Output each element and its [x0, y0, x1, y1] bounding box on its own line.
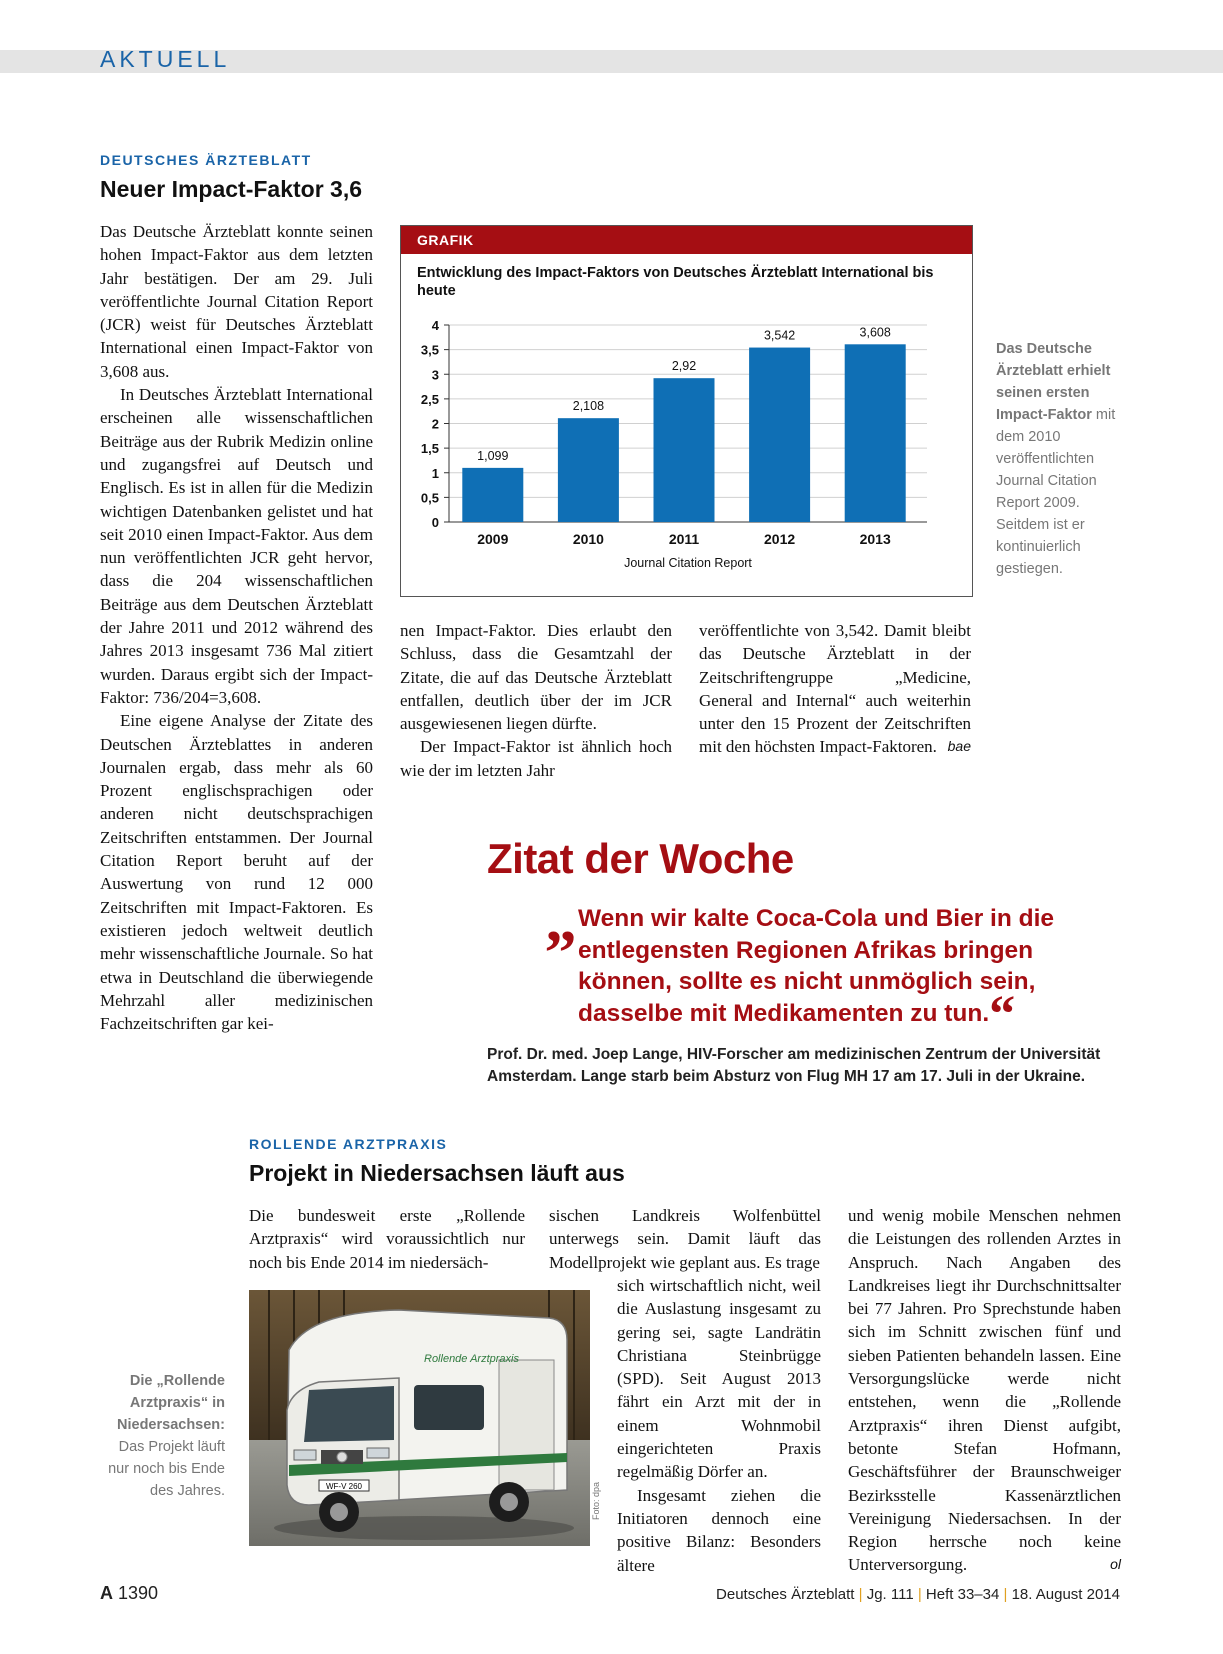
y-tick-label: 2: [431, 416, 439, 432]
chart-plot: [401, 226, 972, 596]
van-label: Rollende Arztpraxis: [424, 1353, 519, 1365]
footer-date: 18. August 2014: [1011, 1586, 1120, 1603]
article2-column-2-top: [549, 1204, 821, 1274]
page-number-value: 1390: [118, 1583, 159, 1603]
footer-separator: |: [858, 1586, 863, 1603]
article2-author: ol: [1110, 1556, 1121, 1573]
footer-separator: |: [917, 1586, 922, 1603]
bar-value-label: 1,099: [477, 448, 509, 463]
article2-paragraph: sich wirtschaftlich nicht, weil die Auslastung insgesamt zu gering sei, sagte Landrätin Christiana Steinbrügge (SPD). Seit August 2013 fährt ein Arzt mit der in einem Wohnmobil eingerichteten Praxis regelmäßig Dörfer an.: [617, 1276, 821, 1482]
bar-value-label: 3,608: [859, 325, 891, 340]
quote-attribution: Prof. Dr. med. Joep Lange, HIV-Forscher am medizinischen Zentrum der Universität Amsterdam. Lange starb beim Absturz von Flug MH 17 am 17. Juli in der Ukraine.: [487, 1046, 1101, 1085]
article2-headline: Projekt in Niedersachsen läuft aus: [249, 1160, 625, 1186]
side-caption-text: mit dem 2010 veröffentlichten Journal Citation Report 2009. Seitdem ist er kontinuierlich gestiegen.: [996, 407, 1116, 577]
x-axis-label: Journal Citation Report: [624, 556, 752, 570]
x-tick-label: 2013: [859, 531, 891, 547]
y-tick-label: 4: [431, 318, 439, 333]
footer-issue-info: [716, 1586, 1120, 1603]
article2-col3-text: und wenig mobile Menschen nehmen die Leistungen des rollenden Arztes in Anspruch. Nach Angaben des Landkreises liegt ihr Durchschnittsalter bei 77 Jahren. Pro Sprechstunde haben sich im Schnitt zwischen fünf und sieben Patienten behandeln lassen. Eine Versorgungslücke werde nicht entstehen, wenn die „Rollende Arztpraxis“ ihren Dienst aufgibt, betonte Stefan Hofmann, Geschäftsführer der Braunschweiger Bezirksstelle Kassenärztlichen Vereinigung Niedersachsen. In der Region herrsche noch keine Unterversorgung.: [848, 1206, 1121, 1575]
article1-author: bae: [947, 738, 971, 755]
quote-text-block: [578, 903, 1098, 1043]
footer-journal: Deutsches Ärzteblatt: [716, 1586, 855, 1603]
article2-column-1: [249, 1204, 525, 1274]
photo-caption-bold: Die „Rollende Arztpraxis“ in Niedersachsen:: [117, 1373, 225, 1433]
y-tick-label: 3,5: [420, 342, 439, 358]
footer-issue: Heft 33–34: [925, 1586, 1000, 1603]
page-number: [100, 1583, 158, 1604]
photo-credit: Foto: dpa: [591, 1481, 601, 1520]
quote-text: Wenn wir kalte Coca-Cola und Bier in die entlegensten Regionen Afrikas bringen können, sollte es nicht unmöglich sein, dasselbe mit Medikamenten zu tun.: [578, 905, 1055, 1027]
article1-headline: Neuer Impact-Faktor 3,6: [100, 176, 363, 202]
footer-volume: Jg. 111: [866, 1586, 914, 1603]
article1-column-1: [100, 220, 373, 1035]
article2-column-3: [848, 1204, 1121, 1577]
article2-kicker: ROLLENDE ARZTPRAXIS: [249, 1136, 448, 1152]
article1-kicker: DEUTSCHES ÄRZTEBLATT: [100, 152, 312, 168]
article2-paragraph: sischen Landkreis Wolfenbüttel unterwegs sein. Damit läuft das Modellprojekt wie geplant aus. Es trage: [549, 1206, 821, 1272]
bar: [558, 418, 619, 522]
article1-paragraph: In Deutsches Ärzteblatt International erscheinen alle wissenschaftlichen Beiträge aus der Rubrik Medizin online und zugangsfrei auf Deutsch und Englisch. Es ist in allen für die Medizin wichtigen Datenbanken gelistet und hat seit 2010 einen Impact-Faktor. Aus dem nun veröffentlichten JCR geht hervor, dass die 204 wissenschaftlichen Beiträge aus dem Deutschen Ärzteblatt der Jahre 2011 und 2012 während des Jahres 2013 insgesamt 736 Mal zitiert wurden. Daraus ergibt sich der Impact-Faktor: 736/204=3,608.: [100, 385, 373, 707]
bar: [654, 378, 715, 522]
article1-col3-text: veröffentlichte von 3,542. Damit bleibt das Deutsche Ärzteblatt in der Zeitschriftengruppe „Medicine, General and Internal“ auch weiterhin unter den 15 Prozent der Zeitschriften mit den höchsten Impact-Faktoren.: [699, 621, 971, 757]
y-tick-label: 0: [431, 515, 439, 530]
bar-value-label: 3,542: [763, 328, 796, 343]
mobile-clinic-photo: [249, 1290, 590, 1546]
side-caption-bold: Das Deutsche Ärzteblatt erhielt seinen ersten Impact-Faktor: [996, 341, 1111, 423]
y-tick-label: 1: [431, 465, 439, 481]
x-tick-label: 2010: [572, 531, 604, 547]
section-label: AKTUELL: [100, 46, 231, 72]
article1-paragraph: Der Impact-Faktor ist ähnlich hoch wie der im letzten Jahr: [400, 737, 672, 780]
x-tick-label: 2009: [477, 531, 509, 547]
page-prefix: A: [100, 1583, 113, 1603]
opening-quote-mark: „: [545, 884, 577, 955]
closing-quote-mark: “: [989, 985, 1016, 1043]
license-plate: WF-V 260: [325, 1482, 363, 1491]
x-tick-label: 2012: [764, 531, 796, 547]
y-tick-label: 3: [431, 367, 439, 383]
x-tick-label: 2011: [668, 531, 700, 547]
bar: [749, 348, 810, 522]
y-tick-label: 2,5: [420, 391, 439, 407]
bar: [845, 344, 906, 522]
bar-value-label: 2,108: [572, 399, 605, 414]
article1-paragraph: Eine eigene Analyse der Zitate des Deutschen Ärzteblattes in anderen Journalen ergab, dass mehr als 60 Prozent englischsprachigen oder anderen nicht deutschsprachigen Zeitschriften entstammen. Der Journal Citation Report beruht auf der Auswertung von rund 12 000 Zeitschriften mit Impact-Faktoren. Es existieren jedoch weltweit deutlich mehr wissenschaftliche Journale. So hat etwa in Deutschland die überwiegende Mehrzahl aller medizinischen Fachzeitschriften gar kei-: [100, 711, 373, 1034]
van-illustration: [249, 1290, 590, 1546]
photo-caption-text: Das Projekt läuft nur noch bis Ende des Jahres.: [108, 1439, 225, 1499]
footer-separator: |: [1003, 1586, 1008, 1603]
article1-column-2: [400, 619, 672, 782]
bar-value-label: 2,92: [671, 359, 697, 374]
article2-paragraph: [848, 1204, 1121, 1577]
y-tick-label: 1,5: [420, 441, 439, 457]
article1-paragraph: nen Impact-Faktor. Dies erlaubt den Schluss, dass die Gesamtzahl der Zitate, die auf das Deutsche Ärzteblatt entfallen, deutlich über der im JCR ausgewiesenen liegen dürfte.: [400, 621, 672, 734]
chart-side-caption: [996, 338, 1116, 580]
chart-header: GRAFIK: [401, 226, 972, 254]
article1-paragraph: Das Deutsche Ärzteblatt konnte seinen hohen Impact-Faktor aus dem letzten Jahr bestätigen. Der am 29. Juli veröffentlichte Journal Citation Report (JCR) weist für Deutsches Ärzteblatt International einen Impact-Faktor von 3,608 aus.: [100, 222, 373, 381]
impact-factor-chart: [400, 225, 973, 597]
y-tick-label: 0,5: [420, 490, 439, 506]
bar: [462, 468, 523, 522]
article1-column-3: [699, 619, 971, 759]
chart-title: Entwicklung des Impact-Faktors von Deutsches Ärzteblatt International bis heute: [417, 265, 934, 299]
article1-paragraph: [699, 619, 971, 759]
article2-paragraph: Die bundesweit erste „Rollende Arztpraxis“ wird voraussichtlich nur noch bis Ende 2014 im niedersäch-: [249, 1206, 525, 1272]
article2-column-2-bottom: [617, 1274, 821, 1577]
quote-of-the-week-title: Zitat der Woche: [487, 835, 794, 882]
article2-paragraph: Insgesamt ziehen die Initiatoren dennoch eine positive Bilanz: Besonders ältere: [617, 1485, 821, 1575]
photo-caption: [100, 1370, 225, 1502]
